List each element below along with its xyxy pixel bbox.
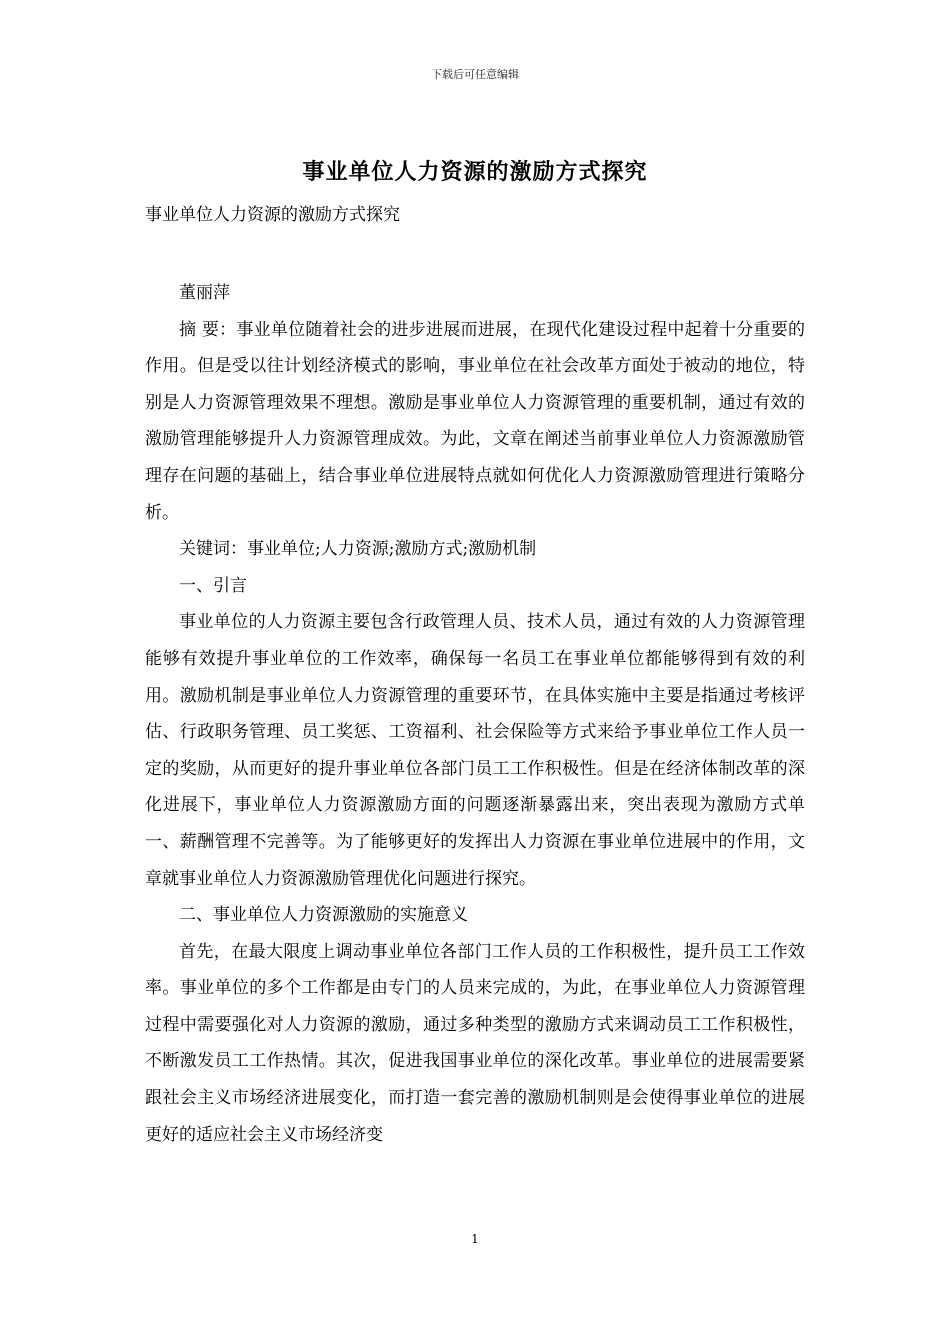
section-heading-significance: 二、事业单位人力资源激励的实施意义 bbox=[179, 905, 468, 926]
abstract-paragraph: 摘 要：事业单位随着社会的进步进展而进展，在现代化建设过程中起着十分重要的作用。但是受以往计划经济模式的影响，事业单位在社会改革方面处于被动的地位，特别是人力资源管理效果不理想。激励是事业单位人力资源管理的重要机制，通过有效的激励管理能够提升人力资源管理成效。为此，文章在阐述当前事业单位人力资源激励管理存在问题的基础上，结合事业单位进展特点就如何优化人力资源激励管理进行策略分析。 bbox=[145, 319, 805, 523]
document-subtitle: 事业单位人力资源的激励方式探究 bbox=[145, 205, 400, 225]
document-body bbox=[145, 275, 805, 1153]
author-name: 董丽萍 bbox=[179, 283, 230, 303]
section-heading-introduction: 一、引言 bbox=[179, 575, 247, 596]
document-title: 事业单位人力资源的激励方式探究 bbox=[302, 159, 648, 185]
introduction-paragraph: 事业单位的人力资源主要包含行政管理人员、技术人员，通过有效的人力资源管理能够有效提升事业单位的工作效率，确保每一名员工在事业单位都能够得到有效的利用。激励机制是事业单位人力资源管理的重要环节，在具体实施中主要是指通过考核评估、行政职务管理、员工奖惩、工资福利、社会保险等方式来给予事业单位工作人员一定的奖励，从而更好的提升事业单位各部门员工工作积极性。但是在经济体制改革的深化进展下，事业单位人力资源激励方面的问题逐渐暴露出来，突出表现为激励方式单一、薪酬管理不完善等。为了能够更好的发挥出人力资源在事业单位进展中的作用，文章就事业单位人力资源激励管理优化问题进行探究。 bbox=[145, 612, 805, 889]
significance-paragraph: 首先，在最大限度上调动事业单位各部门工作人员的工作积极性，提升员工工作效率。事业单位的多个工作都是由专门的人员来完成的，为此，在事业单位人力资源管理过程中需要强化对人力资源的激励，通过多种类型的激励方式来调动员工工作积极性，不断激发员工工作热情。其次，促进我国事业单位的深化改革。事业单位的进展需要紧跟社会主义市场经济进展变化，而打造一套完善的激励机制则是会使得事业单位的进展更好的适应社会主义市场经济变 bbox=[145, 941, 805, 1145]
page-header-note: 下载后可任意编辑 bbox=[431, 68, 519, 81]
keywords-line: 关键词：事业单位;人力资源;激励方式;激励机制 bbox=[179, 539, 537, 560]
page-number: 1 bbox=[471, 1232, 479, 1246]
